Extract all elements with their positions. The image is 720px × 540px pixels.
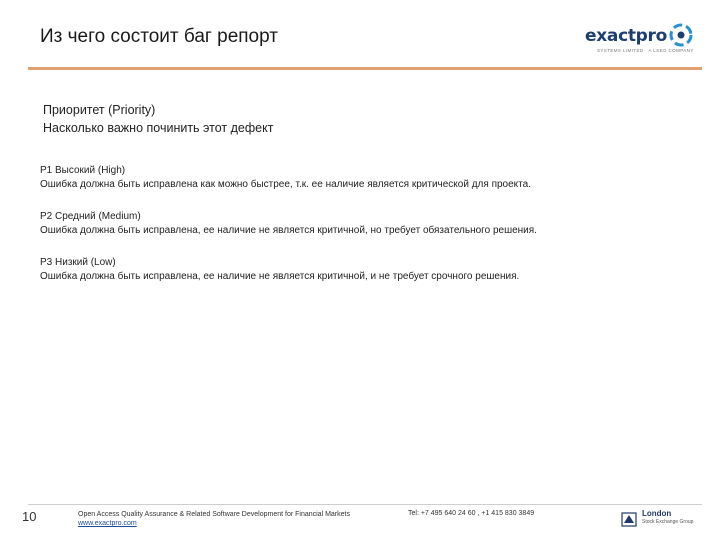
- logo-mark-icon: [669, 23, 693, 47]
- level-description: Ошибка должна быть исправлена как можно быстрее, т.к. ее наличие является критической для проекта.: [40, 179, 531, 190]
- footer-divider: [28, 504, 702, 505]
- level-title: P1 Высокий (High): [40, 165, 126, 176]
- priority-levels: [40, 164, 680, 302]
- exactpro-logo: [585, 20, 695, 56]
- header-divider: [28, 67, 702, 70]
- lse-subtitle: Stock Exchange Group: [642, 519, 694, 525]
- priority-level-p1: [40, 164, 680, 192]
- lse-crest-icon: [620, 510, 638, 528]
- slide-title: Из чего состоит баг репорт: [40, 26, 278, 47]
- footer-phones: Tel: +7 495 640 24 60 , +1 415 830 3849: [408, 510, 535, 517]
- level-title: P3 Низкий (Low): [40, 257, 116, 268]
- priority-level-p3: [40, 256, 680, 284]
- level-description: Ошибка должна быть исправлена, ее наличие не является критичной, и не требует срочного решения.: [40, 271, 520, 282]
- priority-heading: Приоритет (Priority): [43, 103, 156, 117]
- footer-tagline: Open Access Quality Assurance & Related Software Development for Financial Markets: [78, 511, 350, 518]
- priority-level-p2: [40, 210, 680, 238]
- logo-wordmark: exactpro: [585, 26, 668, 46]
- priority-intro: [43, 101, 273, 137]
- level-description: Ошибка должна быть исправлена, ее наличие не является критичной, но требует обязательного решения.: [40, 225, 537, 236]
- footer-tagline-block: [78, 510, 350, 528]
- page-number: 10: [22, 509, 37, 524]
- priority-description: Насколько важно починить этот дефект: [43, 121, 274, 135]
- lse-city: London: [642, 509, 672, 518]
- level-title: P2 Средний (Medium): [40, 211, 141, 222]
- lse-logo: [620, 509, 700, 531]
- website-link[interactable]: www.exactpro.com: [78, 520, 137, 527]
- logo-tagline: SYSTEMS LIMITED · A LSEG COMPANY: [597, 48, 694, 53]
